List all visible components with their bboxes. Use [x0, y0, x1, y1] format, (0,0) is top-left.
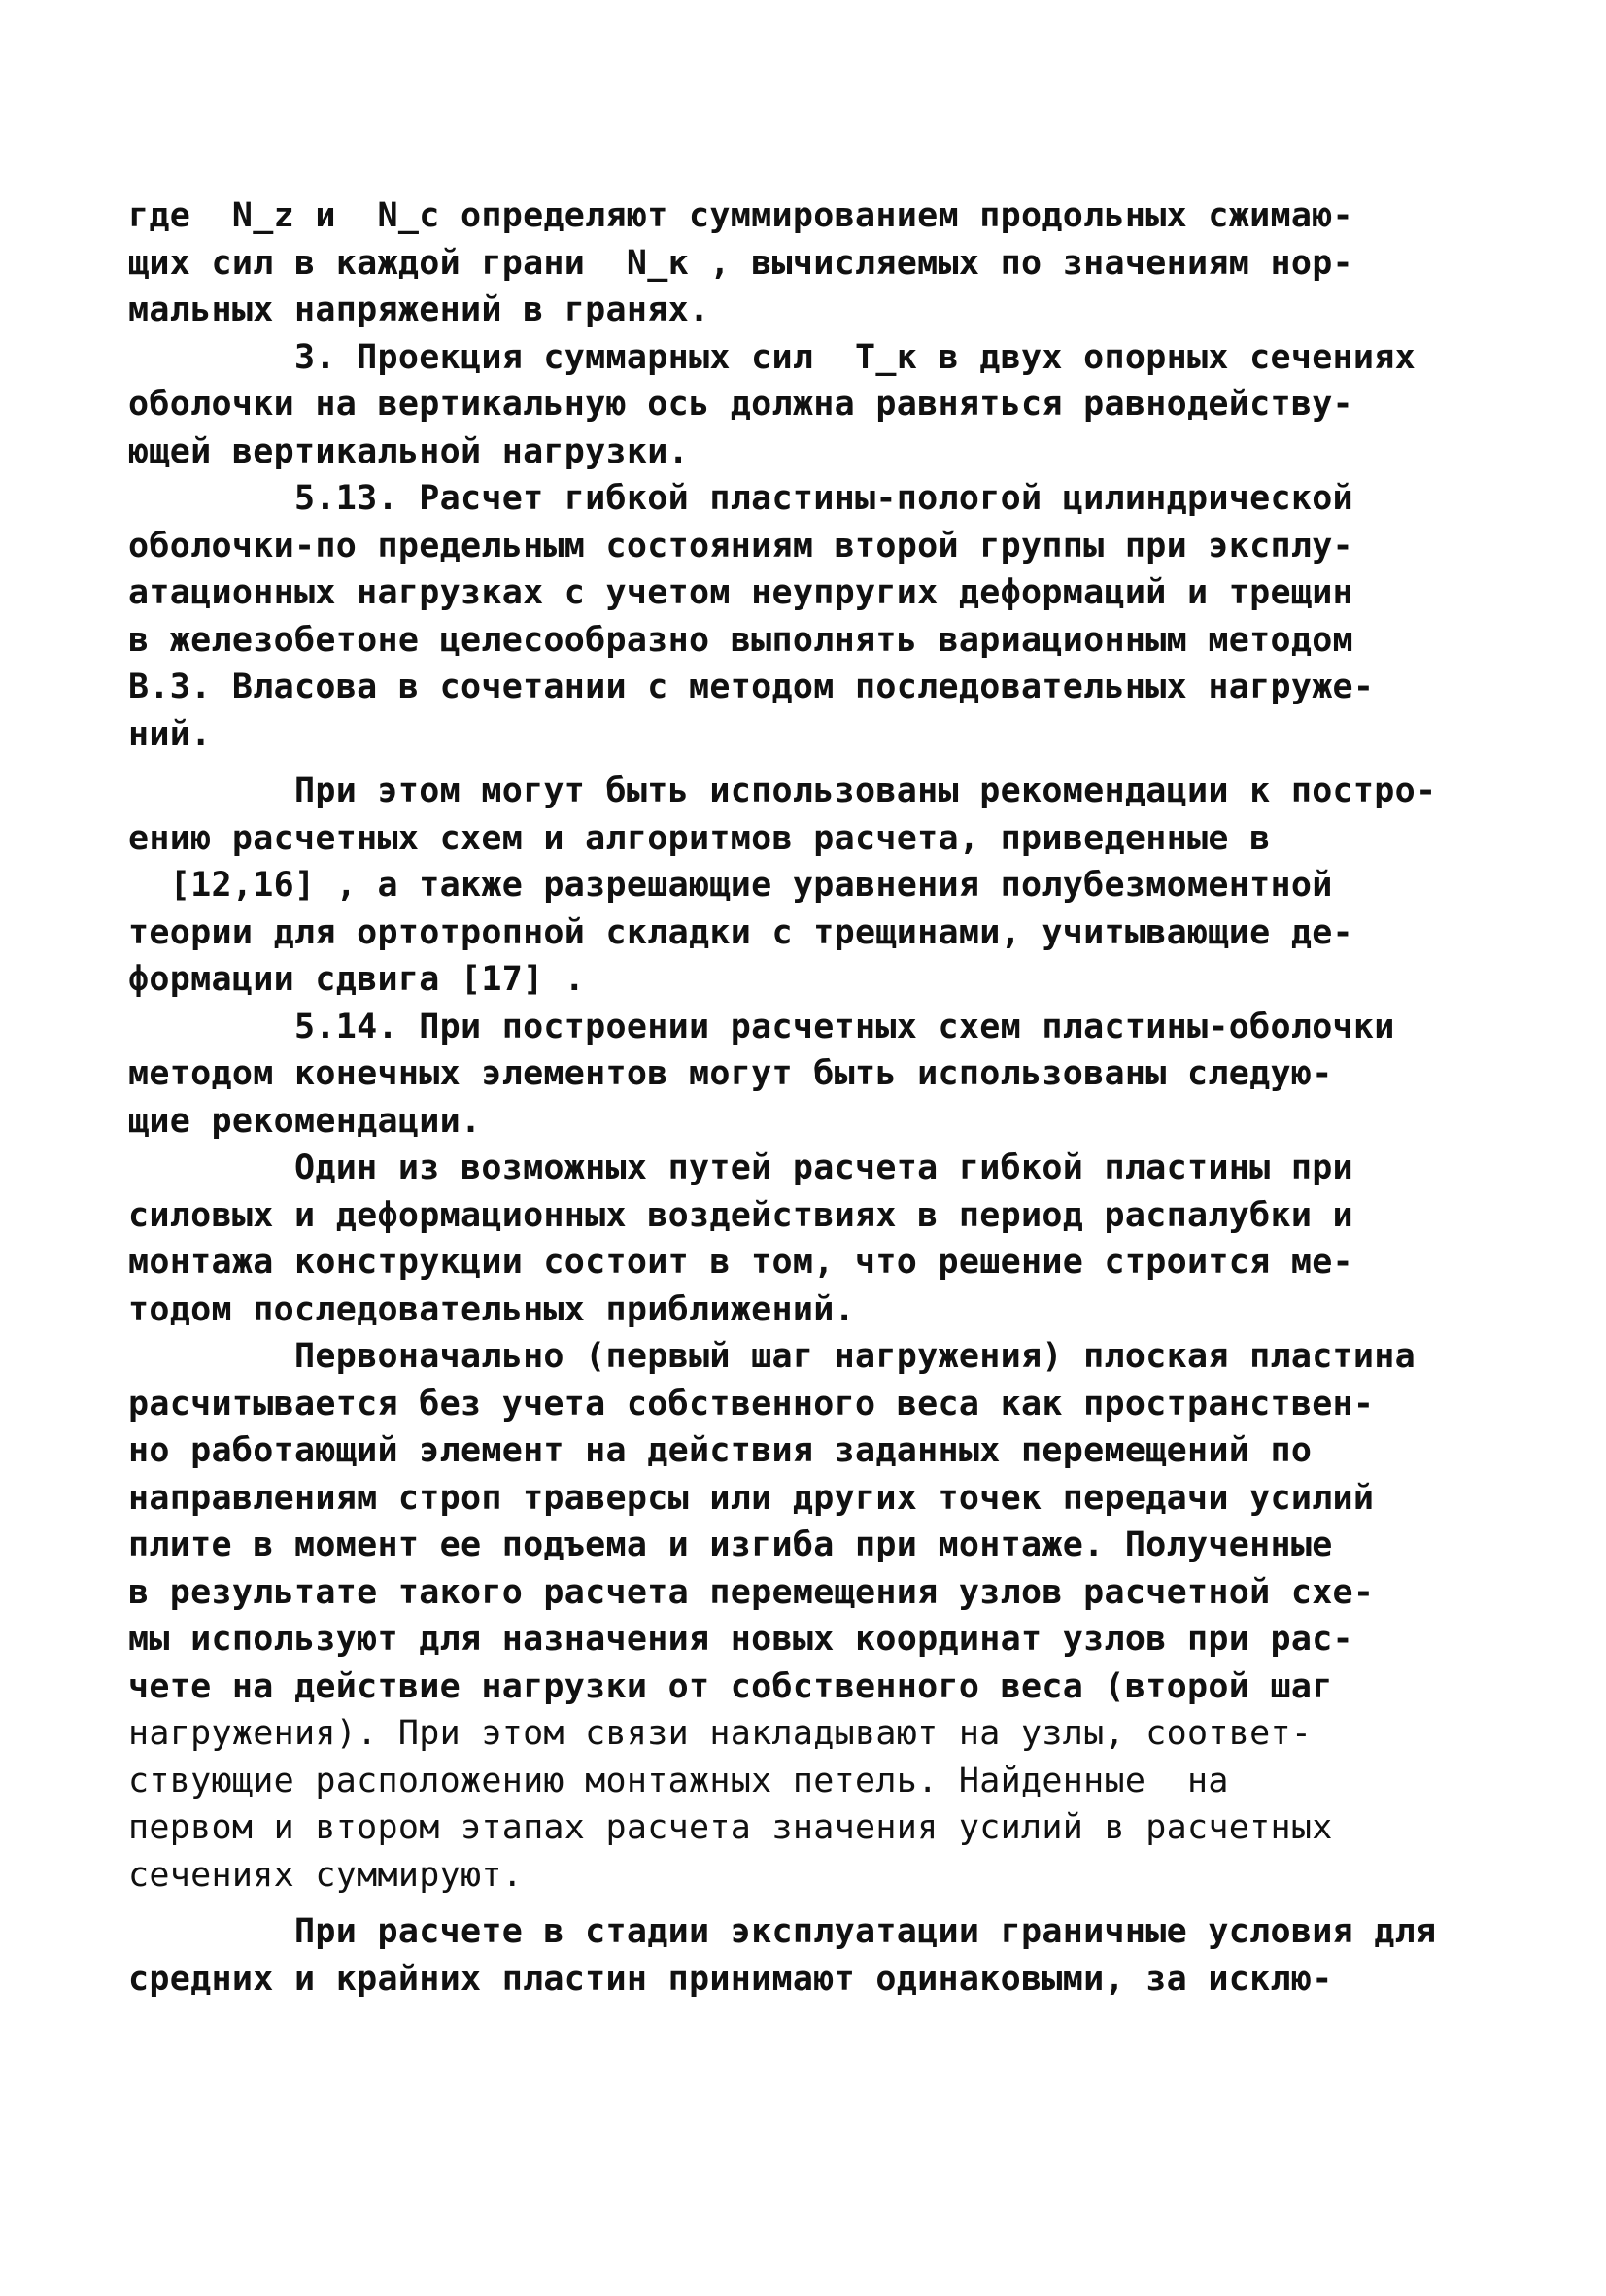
- text-line: [12,16] , а также разрешающие уравнения полубезмоментной: [128, 866, 1333, 905]
- text-line: 3. Проекция суммарных сил T_к в двух опорных сечениях: [128, 337, 1417, 377]
- text-line: средних и крайних пластин принимают одинаковыми, за исклю-: [128, 1959, 1333, 1999]
- paragraph-2: [128, 334, 1469, 476]
- text-line: щие рекомендации.: [128, 1101, 482, 1141]
- text-line: При расчете в стадии эксплуатации граничные условия для: [128, 1912, 1437, 1951]
- text-line: 5.13. Расчет гибкой пластины-пологой цилиндрической: [128, 479, 1353, 518]
- paragraph-8: [128, 1908, 1469, 2003]
- text-line: щих сил в каждой грани N_к , вычисляемых по значениям нор-: [128, 243, 1353, 283]
- text-line: направлениям строп траверсы или других точек передачи усилий: [128, 1478, 1375, 1518]
- text-line: ствующие расположению монтажных петель. Найденные на: [128, 1761, 1229, 1800]
- text-line: плите в момент ее подъема и изгиба при монтаже. Полученные: [128, 1525, 1333, 1564]
- paragraph-7: [128, 1333, 1469, 1899]
- text-line: расчитывается без учета собственного веса как пространствен-: [128, 1384, 1375, 1423]
- text-line: силовых и деформационных воздействиях в период распалубки и: [128, 1195, 1353, 1235]
- paragraph-gap: [128, 758, 1469, 768]
- text-line: ению расчетных схем и алгоритмов расчета, приведенные в: [128, 818, 1271, 858]
- text-line: ний.: [128, 714, 212, 754]
- text-line: мальных напряжений в гранях.: [128, 291, 710, 329]
- paragraph-3: [128, 475, 1469, 758]
- text-line: где N_z и N_c определяют суммированием продольных сжимаю-: [128, 196, 1353, 235]
- text-line: но работающий элемент на действия заданных перемещений по: [128, 1431, 1313, 1470]
- text-line: монтажа конструкции состоит в том, что решение строится ме-: [128, 1243, 1353, 1282]
- text-line: атационных нагрузках с учетом неупругих деформаций и трещин: [128, 573, 1353, 612]
- text-line: оболочки на вертикальную ось должна равняться равнодейству-: [128, 385, 1353, 424]
- text-line: чете на действие нагрузки от собственного веса (второй шаг: [128, 1666, 1333, 1706]
- paragraph-1: [128, 192, 1469, 334]
- text-line: 5.14. При построении расчетных схем пластины-оболочки: [128, 1007, 1395, 1046]
- text-line: Первоначально (первый шаг нагружения) плоская пластина: [128, 1337, 1417, 1376]
- text-line: Один из возможных путей расчета гибкой пластины при: [128, 1148, 1353, 1187]
- text-line: методом конечных элементов могут быть использованы следую-: [128, 1054, 1333, 1093]
- paragraph-4: [128, 768, 1469, 1004]
- text-line: тодом последовательных приближений.: [128, 1289, 856, 1329]
- text-line: нагружения). При этом связи накладывают на узлы, соответ-: [128, 1714, 1313, 1753]
- text-line: оболочки-по предельным состояниям второй группы при эксплу-: [128, 526, 1353, 565]
- document-text: [128, 192, 1469, 2003]
- text-line: ющей вертикальной нагрузки.: [128, 431, 690, 471]
- paragraph-6: [128, 1145, 1469, 1333]
- text-line: в железобетоне целесообразно выполнять вариационным методом: [128, 620, 1353, 660]
- text-line: в результате такого расчета перемещения узлов расчетной схе-: [128, 1572, 1375, 1612]
- paragraph-gap: [128, 1899, 1469, 1908]
- text-line: При этом могут быть использованы рекомендации к постро-: [128, 771, 1437, 810]
- text-line: первом и втором этапах расчета значения усилий в расчетных: [128, 1808, 1333, 1847]
- text-line: сечениях суммируют.: [128, 1855, 524, 1895]
- text-line: теории для ортотропной складки с трещинами, учитывающие де-: [128, 912, 1353, 952]
- text-line: мы используют для назначения новых координат узлов при рас-: [128, 1620, 1353, 1659]
- text-line: формации сдвига [17] .: [128, 960, 586, 999]
- paragraph-5: [128, 1004, 1469, 1146]
- text-line: В.З. Власова в сочетании с методом последовательных нагруже-: [128, 668, 1375, 706]
